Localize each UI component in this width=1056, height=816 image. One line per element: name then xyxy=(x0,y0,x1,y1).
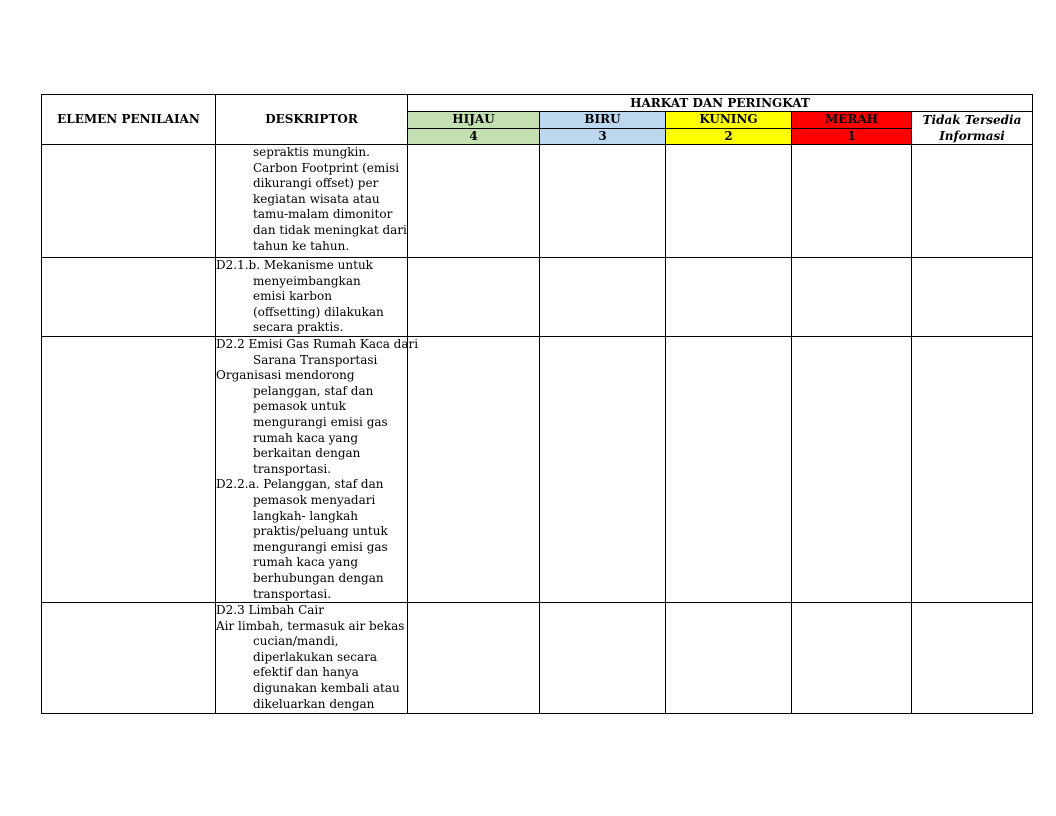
elemen-cell xyxy=(42,258,216,337)
descriptor-line: Organisasi mendorong xyxy=(216,368,355,383)
descriptor-line: emisi karbon xyxy=(253,289,332,304)
descriptor-line: praktis/peluang untuk xyxy=(253,524,388,539)
descriptor-line: D2.2.a. Pelanggan, staf dan xyxy=(216,477,384,492)
score-cell-hijau xyxy=(408,603,540,714)
descriptor-line: pemasok untuk xyxy=(253,399,347,414)
descriptor-line: berhubungan dengan xyxy=(253,570,384,585)
score-cell-kuning xyxy=(666,258,792,337)
score-cell-hijau xyxy=(408,337,540,603)
descriptor-line: cucian/mandi, xyxy=(253,634,339,649)
descriptor-line: berkaitan dengan xyxy=(253,446,361,461)
descriptor-line: diperlakukan secara xyxy=(253,649,378,664)
level-merah-label: MERAH xyxy=(792,112,912,129)
descriptor-line: Sarana Transportasi xyxy=(253,352,378,367)
score-cell-kuning xyxy=(666,603,792,714)
level-biru-label: BIRU xyxy=(540,112,666,129)
score-cell-merah xyxy=(792,603,912,714)
score-cell-tidak-tersedia xyxy=(912,145,1033,258)
table-row xyxy=(42,603,1033,714)
descriptor-line: Air limbah, termasuk air bekas xyxy=(216,618,405,633)
descriptor-line: pelanggan, staf dan xyxy=(253,383,374,398)
score-cell-kuning xyxy=(666,145,792,258)
score-cell-tidak-tersedia xyxy=(912,337,1033,603)
score-cell-kuning xyxy=(666,337,792,603)
descriptor-line: transportasi. xyxy=(253,586,332,601)
level-merah-score: 1 xyxy=(792,128,912,145)
score-cell-hijau xyxy=(408,145,540,258)
descriptor-line: kegiatan wisata atau xyxy=(253,191,380,206)
tidak-tersedia-line1: Tidak Tersedia xyxy=(922,113,1022,127)
descriptor-line: mengurangi emisi gas xyxy=(253,539,388,554)
elemen-cell xyxy=(42,337,216,603)
table-row xyxy=(42,258,1033,337)
level-biru-score: 3 xyxy=(540,128,666,145)
elemen-cell xyxy=(42,603,216,714)
score-cell-tidak-tersedia xyxy=(912,258,1033,337)
score-cell-biru xyxy=(540,145,666,258)
level-kuning-label: KUNING xyxy=(666,112,792,129)
descriptor-line: langkah- langkah xyxy=(253,508,358,523)
level-tidak-tersedia xyxy=(912,112,1033,145)
score-cell-merah xyxy=(792,258,912,337)
descriptor-line: sepraktis mungkin. xyxy=(253,145,370,159)
descriptor-line: Carbon Footprint (emisi xyxy=(253,160,400,175)
score-cell-merah xyxy=(792,337,912,603)
score-cell-biru xyxy=(540,258,666,337)
elemen-cell xyxy=(42,145,216,258)
tidak-tersedia-line2: Informasi xyxy=(939,129,1005,143)
score-cell-biru xyxy=(540,603,666,714)
descriptor-line: D2.2 Emisi Gas Rumah Kaca dari xyxy=(216,337,419,351)
descriptor-line: dikurangi offset) per xyxy=(253,176,379,191)
assessment-table xyxy=(41,94,1033,714)
descriptor-line: transportasi. xyxy=(253,461,332,476)
descriptor-line: dikeluarkan dengan xyxy=(253,696,375,711)
descriptor-line: D2.1.b. Mekanisme untuk xyxy=(216,258,373,272)
score-cell-merah xyxy=(792,145,912,258)
level-kuning-score: 2 xyxy=(666,128,792,145)
descriptor-line: D2.3 Limbah Cair xyxy=(216,603,324,618)
table-row xyxy=(42,145,1033,258)
level-hijau-label: HIJAU xyxy=(408,112,540,129)
descriptor-line: tahun ke tahun. xyxy=(253,238,350,253)
level-hijau-score: 4 xyxy=(408,128,540,145)
table-row xyxy=(42,337,1033,603)
descriptor-line: mengurangi emisi gas xyxy=(253,414,388,429)
descriptor-line: pemasok menyadari xyxy=(253,492,376,507)
descriptor-line: digunakan kembali atau xyxy=(253,681,400,696)
descriptor-cell xyxy=(216,337,419,603)
descriptor-line: secara praktis. xyxy=(253,320,344,335)
descriptor-line: rumah kaca yang xyxy=(253,555,358,570)
descriptor-line: (offsetting) dilakukan xyxy=(253,304,384,319)
score-cell-hijau xyxy=(408,258,540,337)
header-harkat-peringkat: HARKAT DAN PERINGKAT xyxy=(408,95,1033,112)
descriptor-line: rumah kaca yang xyxy=(253,430,358,445)
descriptor-cell xyxy=(216,145,408,258)
descriptor-line: menyeimbangkan xyxy=(253,273,361,288)
descriptor-line: efektif dan hanya xyxy=(253,665,359,680)
descriptor-cell xyxy=(216,603,408,714)
descriptor-cell xyxy=(216,258,408,337)
descriptor-line: tamu-malam dimonitor xyxy=(253,207,393,222)
score-cell-biru xyxy=(540,337,666,603)
header-elemen-penilaian: ELEMEN PENILAIAN xyxy=(42,95,216,145)
header-deskriptor: DESKRIPTOR xyxy=(216,95,408,145)
descriptor-line: dan tidak meningkat dari xyxy=(253,222,407,237)
score-cell-tidak-tersedia xyxy=(912,603,1033,714)
